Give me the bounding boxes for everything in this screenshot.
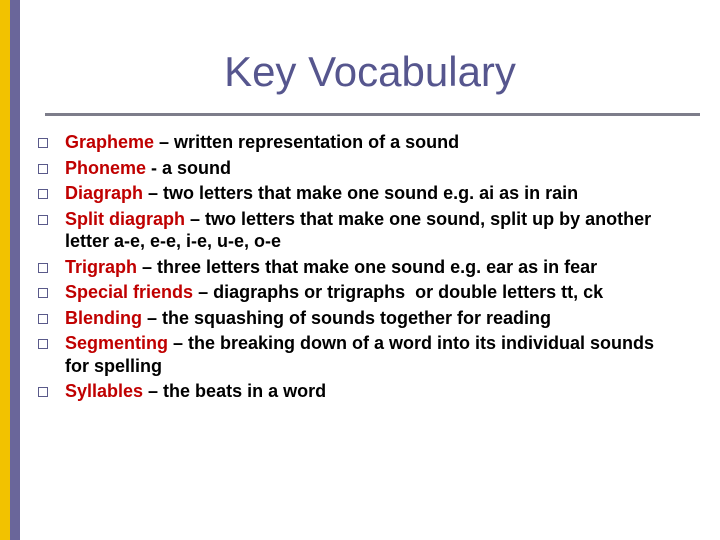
term: Blending bbox=[65, 307, 142, 328]
list-item-split-diagraph bbox=[38, 208, 678, 253]
definition: – diagraphs or trigraphs or double letters tt, ck bbox=[193, 282, 604, 302]
list-item-special-friends bbox=[38, 281, 678, 304]
term: Special friends bbox=[65, 282, 194, 302]
bullet-icon bbox=[38, 288, 48, 298]
definition: - a sound bbox=[146, 157, 232, 178]
bullet-icon bbox=[38, 164, 48, 174]
bullet-icon bbox=[38, 387, 48, 397]
list-item-diagraph bbox=[38, 182, 678, 205]
list-item-segmenting bbox=[38, 332, 678, 377]
term: Syllables bbox=[65, 381, 144, 401]
vocabulary-list bbox=[38, 131, 678, 406]
definition: – the squashing of sounds together for reading bbox=[142, 307, 552, 328]
bullet-icon bbox=[38, 263, 48, 273]
list-item-syllables bbox=[38, 380, 678, 403]
term: Diagraph bbox=[65, 183, 144, 203]
term: Split diagraph bbox=[65, 208, 186, 229]
bullet-icon bbox=[38, 339, 48, 349]
bullet-icon bbox=[38, 314, 48, 324]
list-item-phoneme bbox=[38, 157, 678, 180]
left-accent-bar-yellow bbox=[0, 0, 10, 540]
term: Trigraph bbox=[65, 256, 138, 277]
list-item-blending bbox=[38, 307, 678, 330]
bullet-icon bbox=[38, 138, 48, 148]
term: Segmenting bbox=[65, 333, 169, 353]
bullet-icon bbox=[38, 215, 48, 225]
definition: – two letters that make one sound e.g. ai as in rain bbox=[143, 183, 579, 203]
bullet-icon bbox=[38, 189, 48, 199]
term: Grapheme bbox=[65, 132, 155, 152]
definition: – two letters that make one sound, split up by another letter a-e, e-e, i-e, u-e, o-e bbox=[65, 208, 652, 251]
slide-title: Key Vocabulary bbox=[224, 48, 516, 95]
list-item-grapheme bbox=[38, 131, 678, 154]
definition: – the breaking down of a word into its individual sounds for spelling bbox=[65, 333, 655, 376]
term: Phoneme bbox=[65, 157, 147, 178]
definition: – the beats in a word bbox=[143, 381, 327, 401]
list-item-trigraph bbox=[38, 256, 678, 279]
definition: – three letters that make one sound e.g. ear as in fear bbox=[137, 256, 598, 277]
left-accent-bar-purple bbox=[10, 0, 20, 540]
definition: – written representation of a sound bbox=[154, 132, 460, 152]
title-divider bbox=[45, 113, 700, 116]
